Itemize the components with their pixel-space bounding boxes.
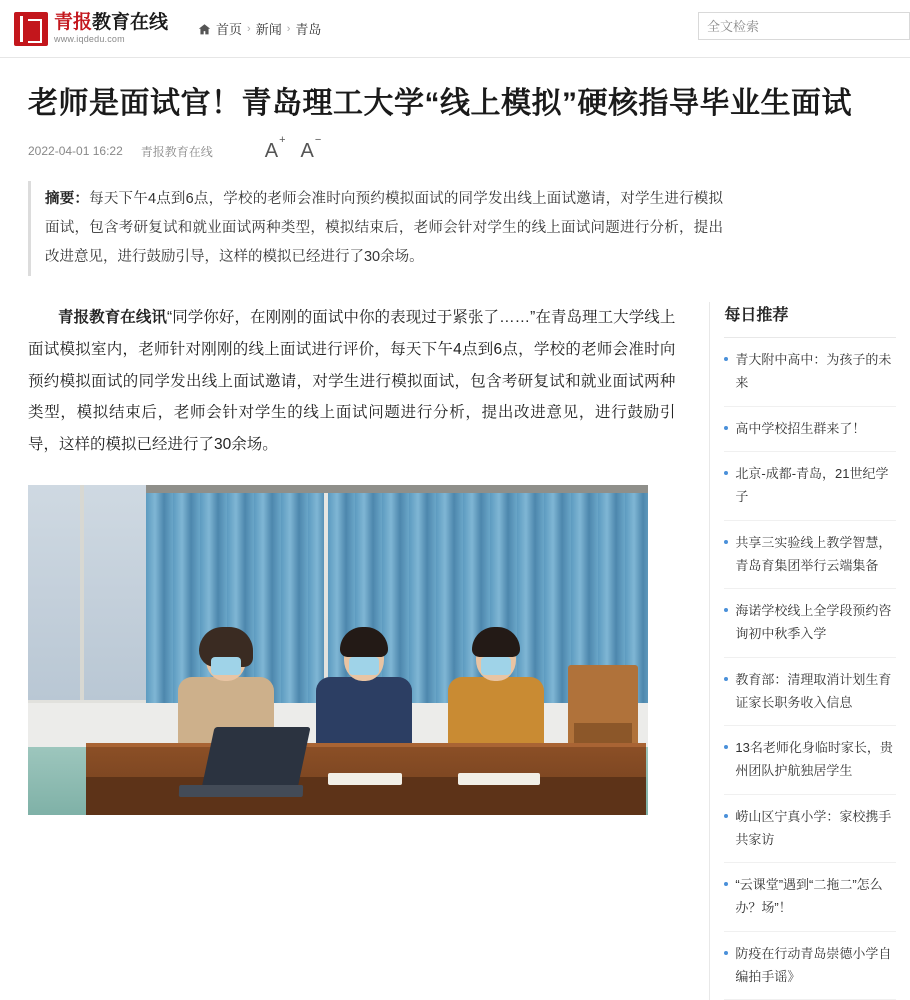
photo-laptop: [201, 727, 310, 789]
font-decrease-button[interactable]: A−: [300, 134, 322, 162]
photo-face-mask: [211, 657, 241, 675]
list-item[interactable]: 13名老师化身临时家长，贵州团队护航独居学生: [724, 726, 896, 795]
sidebar: [709, 302, 896, 1000]
article-summary-text: [45, 185, 723, 272]
search-box[interactable]: [698, 12, 910, 40]
photo-notebook-2: [458, 773, 540, 785]
breadcrumb-item-home[interactable]: 首页: [216, 22, 243, 37]
article-meta: [28, 134, 896, 162]
photo-person-head: [344, 635, 384, 681]
summary-body: 每天下午4点到6点，学校的老师会准时向预约模拟面试的同学发出线上面试邀请，对学生进行模拟面试，包含考研复试和就业面试两种类型，模拟结束后，老师会针对学生的线上面试问题进行分析，提出改进意见，进行鼓励引导，这样的模拟已经进行了30余场。: [45, 191, 724, 265]
font-size-controls: [264, 134, 322, 162]
list-item[interactable]: “云课堂”遇到“二拖二”怎么办？场”！: [724, 863, 896, 932]
photo-window: [28, 485, 151, 700]
photo-face-mask: [481, 657, 511, 675]
logo-wordmark-red: 青报: [54, 11, 93, 33]
photo-person-head: [206, 635, 246, 681]
page-body: [0, 84, 910, 1000]
list-item[interactable]: 防疫在行动青岛崇德小学自编拍手谣》: [724, 932, 896, 1000]
article-lead-source: 青报教育在线讯: [58, 309, 167, 326]
home-icon: [198, 23, 211, 36]
list-item[interactable]: 高中学校招生群来了！: [724, 407, 896, 453]
logo-mark-icon: [14, 12, 48, 46]
logo-wordmark: [54, 13, 168, 33]
list-item[interactable]: 教育部：清理取消计划生育证家长职务收入信息: [724, 658, 896, 727]
article-body: [28, 302, 675, 461]
search-input[interactable]: [699, 13, 909, 39]
photo-curtain-rail: [146, 485, 648, 493]
article-main-column: [28, 302, 675, 1000]
list-item[interactable]: 海诺学校线上全学段预约咨询初中秋季入学: [724, 589, 896, 658]
logo-url: www.iqdedu.com: [54, 33, 125, 44]
content-columns: [14, 302, 896, 1000]
article-body-text: “同学你好，在刚刚的面试中你的表现过于紧张了……”在青岛理工大学线上面试模拟室内，老师针对刚刚的线上面试进行评价，每天下午4点到6点，学校的老师会准时向预约模拟面试的同学发出线上面试邀请，对学生进行模拟面试，包含考研复试和就业面试两种类型，模拟结束后，老师会针对学生的线上面试问题进行分析，提出改进意见，进行鼓励引导，这样的模拟已经进行了30余场。: [28, 309, 676, 454]
breadcrumb-separator: ›: [247, 22, 251, 35]
article-photo: [28, 485, 648, 815]
breadcrumb: [198, 19, 321, 38]
article-date: 2022-04-01 16:22: [28, 144, 123, 158]
photo-face-mask: [349, 657, 379, 675]
article-summary: [28, 181, 723, 276]
site-header: [0, 0, 910, 58]
page-title: 老师是面试官！青岛理工大学“线上模拟”硬核指导毕业生面试: [28, 87, 852, 120]
list-item[interactable]: 青大附中高中：为孩子的未来: [724, 338, 896, 407]
breadcrumb-item-qingdao[interactable]: 青岛: [295, 22, 322, 37]
sidebar-title: 每日推荐: [724, 302, 896, 338]
article-source: 青报教育在线: [140, 144, 213, 159]
breadcrumb-item-news[interactable]: 新闻: [255, 22, 282, 37]
site-logo[interactable]: [14, 12, 168, 46]
logo-text: [54, 13, 168, 44]
font-increase-button[interactable]: A+: [264, 134, 286, 162]
list-item[interactable]: 北京-成都-青岛，21世纪学子: [724, 452, 896, 521]
photo-notebook-1: [328, 773, 402, 785]
summary-label: 摘要：: [45, 191, 90, 207]
logo-wordmark-black: 教育在线: [92, 11, 169, 33]
list-item[interactable]: 崂山区宁真小学：家校携手共家访: [724, 795, 896, 864]
sidebar-recommend-list: [724, 338, 896, 1000]
list-item[interactable]: 共享三实验线上教学智慧，青岛育集团举行云端集备: [724, 521, 896, 590]
breadcrumb-separator: ›: [286, 22, 291, 35]
photo-person-head: [476, 635, 516, 681]
